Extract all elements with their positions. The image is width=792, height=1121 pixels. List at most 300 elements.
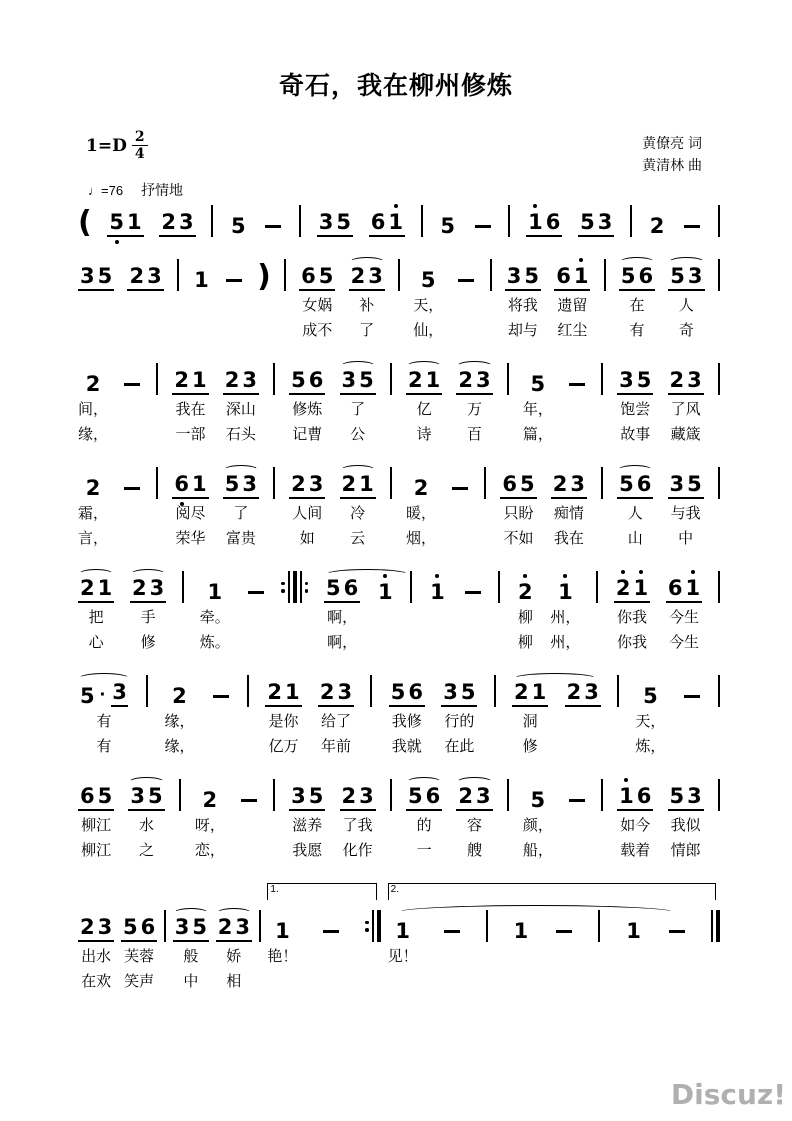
note-digit: 5 (97, 784, 113, 808)
dash-stroke (458, 279, 474, 282)
note-digit: 5 (530, 788, 546, 812)
note-row (393, 908, 412, 942)
note-digit: 2 (291, 472, 306, 496)
score (78, 203, 720, 1012)
dash-stroke (226, 279, 242, 282)
note-digit: 3 (130, 784, 145, 808)
octave-dot-high (394, 204, 398, 208)
barline-stroke (596, 571, 598, 603)
volta-label: 1. (270, 884, 279, 895)
note-row (718, 465, 720, 499)
note-group (512, 908, 531, 992)
lyric-line-1: 亿 (416, 402, 432, 418)
octave-dot-low (115, 240, 119, 244)
barline (179, 777, 181, 861)
barline (596, 569, 598, 653)
note-row (624, 908, 643, 942)
lyric-line-1: 容 (466, 818, 482, 834)
note-digit: 1 (425, 368, 441, 392)
barline-stroke (508, 205, 510, 237)
note-digit: 2 (341, 472, 357, 496)
octave-dot-high (624, 778, 628, 782)
beamed-note-cluster (340, 786, 376, 811)
beamed-note-cluster (107, 212, 143, 237)
note-digit: 1 (194, 268, 209, 292)
note-cluster (428, 582, 447, 603)
lyric-line-2: 石头 (225, 427, 256, 443)
note-digit: 5 (619, 472, 634, 496)
dash-stroke (556, 930, 572, 933)
barline-stroke (598, 910, 600, 942)
duration-dash (263, 203, 283, 237)
composer-credit: 黄清林 曲 (642, 157, 702, 174)
barline-stroke (617, 675, 619, 707)
note-row (718, 673, 720, 707)
lyric-line-1: 呀， (194, 818, 225, 834)
lyric-line-1: 芙蓉 (124, 949, 155, 965)
slur-arc (349, 257, 385, 268)
lyric-line-1: 是你 (268, 714, 299, 730)
note-row (173, 908, 209, 942)
lyric-line-1: 了 (233, 506, 249, 522)
octave-dot-high (533, 204, 537, 208)
note-row (508, 203, 510, 237)
lyric-line-2: 你我 (617, 635, 648, 651)
lyric-line-1: 你我 (617, 610, 648, 626)
note-row (556, 569, 575, 603)
note-row (668, 465, 704, 499)
volta-1-ending (267, 884, 381, 992)
music-system (78, 203, 720, 240)
note-group (107, 203, 143, 237)
note-digit: 5 (580, 210, 595, 234)
lyric-line-1: 补 (359, 298, 375, 314)
slur-arc (619, 257, 655, 268)
note-digit: 3 (308, 472, 324, 496)
lyric-line-1: 牵。 (199, 610, 230, 626)
lyric-line-2: 烟， (406, 531, 437, 547)
beamed-note-cluster (128, 786, 164, 811)
octave-dot-low (180, 502, 184, 506)
note-digit: 3 (112, 680, 127, 704)
note-digit: 3 (669, 472, 685, 496)
note-group (159, 203, 195, 237)
note-row (682, 673, 702, 707)
note-row (156, 465, 158, 499)
note-row (284, 257, 286, 291)
barline-stroke (601, 467, 603, 499)
slur-arc (128, 777, 164, 788)
note-group (349, 257, 385, 341)
barline-stroke (259, 910, 261, 942)
lyric-line-2: 中 (183, 974, 199, 990)
note-row (456, 777, 492, 811)
slur-arc (406, 777, 442, 788)
note-group (428, 569, 447, 653)
note-row (617, 361, 653, 395)
note-row (507, 361, 509, 395)
lyric-line-2: 如 (299, 531, 315, 547)
note-digit: 3 (597, 210, 613, 234)
beamed-note-cluster (389, 682, 425, 707)
note-row (421, 203, 423, 237)
lyric-line-2: 富贵 (225, 531, 256, 547)
key-tonic: 1=D (86, 135, 127, 156)
note-digit: 3 (475, 784, 491, 808)
slur-arc (325, 569, 409, 580)
note-digit: 5 (97, 264, 113, 288)
slur-arc (223, 465, 259, 476)
note-digit: 2 (458, 368, 473, 392)
note-row (182, 569, 184, 603)
slur-arc (406, 361, 442, 372)
music-system (78, 361, 720, 445)
parenthesis: ) (257, 259, 271, 294)
lyric-line-1: 阅尽 (175, 506, 206, 522)
barline-stroke (398, 259, 400, 291)
dash-stroke (452, 487, 468, 490)
note-row (246, 569, 266, 603)
duration-dash (567, 777, 587, 861)
note-row (273, 361, 275, 395)
note-digit: 5 (224, 472, 240, 496)
barline (390, 361, 392, 445)
note-digit: 1 (191, 368, 207, 392)
note-row (617, 777, 653, 811)
dash-stroke (684, 225, 700, 228)
barline (486, 908, 488, 992)
note-row (567, 777, 587, 811)
lyric-line-2: 言， (78, 531, 109, 547)
note-digit: 3 (475, 368, 491, 392)
barline-thick (377, 910, 381, 942)
note-group (195, 777, 225, 861)
note-digit: 5 (359, 368, 374, 392)
note-row (281, 569, 308, 603)
slur-arc (78, 673, 130, 684)
beamed-note-cluster (121, 917, 157, 942)
beamed-note-cluster (78, 917, 114, 942)
slur-arc (78, 569, 114, 580)
note-digit: 2 (161, 210, 176, 234)
lyric-line-1: 万 (466, 402, 482, 418)
lyric-line-1: 的 (416, 818, 432, 834)
note-row (299, 257, 335, 291)
repeat-dot (281, 582, 285, 586)
octave-dot-high (691, 570, 695, 574)
note-row (490, 257, 492, 291)
barline-thick (293, 571, 297, 603)
note-group (289, 361, 325, 445)
note-group (267, 908, 297, 992)
note-group (413, 257, 443, 341)
slur-arc (216, 908, 252, 919)
barline-stroke (601, 363, 603, 395)
lyric-line-1: 人间 (292, 506, 323, 522)
beamed-note-cluster (668, 474, 704, 499)
note-group (635, 673, 665, 757)
note-row (456, 257, 476, 291)
dash-stroke (213, 695, 229, 698)
note-digit: 5 (636, 368, 652, 392)
lyric-line-2: 荣华 (175, 531, 206, 547)
lyric-line-1: 州， (550, 610, 581, 626)
lyric-line-1: 我在 (175, 402, 206, 418)
barline (718, 203, 720, 237)
barline-stroke (182, 571, 184, 603)
note-row (473, 203, 493, 237)
note-cluster (438, 216, 457, 237)
note-digit: 3 (619, 368, 634, 392)
lyric-line-1: 见！ (387, 949, 418, 965)
note-group (668, 777, 704, 861)
note-cluster (376, 582, 395, 603)
repeat-dot (305, 589, 309, 593)
note-group (78, 777, 114, 861)
note-group (78, 465, 108, 549)
note-group (668, 361, 704, 445)
barline-stroke (273, 363, 275, 395)
beamed-note-cluster (526, 212, 562, 237)
volta-bracket (267, 883, 377, 900)
lyric-line-1: 冷 (350, 506, 366, 522)
note-group (265, 673, 301, 757)
note-row (614, 569, 650, 603)
note-cluster (641, 686, 660, 707)
note-digit: 2 (552, 472, 568, 496)
dotted-note-group (78, 673, 130, 757)
note-row (224, 257, 244, 291)
lyric-line-2: 缘， (164, 739, 195, 755)
barline-stroke (718, 467, 720, 499)
note-row (390, 361, 392, 395)
note-digit: 3 (318, 210, 334, 234)
metronome-mark: ♩=76 (88, 183, 124, 198)
note-row (390, 777, 392, 811)
note-row (494, 673, 496, 707)
note-row (177, 257, 179, 291)
lyric-line-1: 如今 (620, 818, 651, 834)
volta-label: 2. (390, 884, 399, 895)
note-row (299, 203, 301, 237)
note-group (289, 465, 325, 549)
note-cluster (516, 582, 535, 603)
note-row (438, 203, 457, 237)
note-digit: 1 (558, 582, 573, 603)
note-group (617, 777, 653, 861)
barline (390, 777, 392, 861)
note-digit: 2 (202, 788, 218, 812)
note-cluster (201, 790, 220, 811)
barline (718, 569, 720, 653)
beamed-note-cluster (289, 474, 325, 499)
note-digit: 5 (109, 212, 124, 233)
note-digit: 2 (514, 680, 529, 704)
duration-dash (473, 203, 493, 237)
note-group (550, 569, 580, 653)
note-cluster (273, 921, 292, 942)
barline (156, 465, 158, 549)
note-digit: 3 (584, 680, 599, 704)
note-digit: 3 (341, 368, 357, 392)
note-digit: 3 (687, 368, 702, 392)
lyric-line-2: 艘 (466, 843, 482, 859)
barline-stroke (507, 363, 509, 395)
note-row (516, 569, 535, 603)
octave-dot-high (435, 574, 439, 578)
note-row (78, 777, 114, 811)
note-cluster (419, 270, 438, 291)
note-digit: 6 (80, 784, 95, 808)
beamed-note-cluster (111, 682, 128, 707)
augmentation-dot: · (99, 684, 107, 706)
note-digit: 6 (556, 264, 571, 288)
lyric-line-1: 天， (635, 714, 666, 730)
note-row (554, 257, 590, 291)
note-group (617, 465, 653, 549)
lyric-line-1: 间， (78, 402, 109, 418)
note-row (529, 777, 548, 811)
lyric-line-2: 州， (550, 635, 581, 651)
octave-dot-high (383, 574, 387, 578)
note-row (512, 673, 548, 707)
note-group (192, 257, 211, 341)
note-digit: 2 (80, 915, 95, 939)
lyric-line-1: 天， (413, 298, 444, 314)
lyric-line-2: 情郎 (670, 843, 701, 859)
lyric-line-2: 有 (96, 739, 112, 755)
note-digit: 2 (669, 368, 685, 392)
note-digit: 1 (388, 212, 403, 233)
duration-dash (450, 465, 470, 549)
barline (370, 673, 372, 757)
note-digit: 3 (443, 680, 458, 704)
beamed-note-cluster (456, 786, 492, 811)
note-row (369, 203, 405, 237)
note-digit: 3 (291, 784, 306, 808)
note-row (205, 569, 224, 603)
barline-stroke (211, 205, 213, 237)
note-row (598, 908, 600, 942)
octave-dot-high (639, 570, 643, 574)
barline-stroke (177, 259, 179, 291)
barline (421, 203, 423, 237)
lyric-line-1: 了风 (670, 402, 701, 418)
barline (507, 361, 509, 445)
note-row (172, 361, 208, 395)
note-digit: 5 (80, 684, 95, 708)
note-digit: 5 (147, 784, 163, 808)
lyric-line-2: 炼， (635, 739, 666, 755)
note-group (438, 203, 457, 237)
barline (601, 465, 603, 549)
barline (211, 203, 213, 237)
note-digit: 2 (649, 214, 665, 238)
note-row (617, 465, 653, 499)
slur-arc (668, 257, 704, 268)
note-row (441, 673, 477, 707)
note-row (398, 257, 400, 291)
lyric-line-2: 亿万 (268, 739, 299, 755)
note-group (172, 465, 208, 549)
barline-stroke (288, 571, 290, 603)
note-row (507, 777, 509, 811)
note-digit: 5 (408, 784, 423, 808)
slur-arc (340, 361, 376, 372)
lyric-line-2: 之 (138, 843, 154, 859)
lyric-line-1: 遗留 (557, 298, 588, 314)
beamed-note-cluster (406, 786, 442, 811)
duration-dash (682, 673, 702, 757)
note-digit: 1 (531, 680, 547, 704)
note-digit: 5 (231, 214, 246, 238)
lyric-line-2: 柳江 (81, 843, 112, 859)
note-digit: 2 (458, 784, 473, 808)
note-row (648, 203, 667, 237)
song-title: 奇石，我在柳州修炼 (278, 72, 513, 100)
barline (598, 908, 600, 992)
beamed-note-cluster (318, 682, 354, 707)
note-digit: 1 (207, 580, 223, 604)
note-row (718, 777, 720, 811)
note-group (78, 908, 114, 992)
duration-dash (667, 908, 687, 992)
note-row (526, 203, 562, 237)
barline (718, 673, 720, 757)
note-row (718, 361, 720, 395)
note-group (500, 465, 536, 549)
lyric-line-2: 在此 (444, 739, 475, 755)
note-row (289, 465, 325, 499)
note-row (78, 257, 114, 291)
note-row (682, 203, 702, 237)
barline (601, 777, 603, 861)
lyric-line-2: 藏箴 (670, 427, 701, 443)
note-digit: 2 (217, 915, 233, 939)
note-digit: 1 (127, 210, 142, 234)
lyric-line-1: 年， (522, 402, 553, 418)
note-digit: 5 (670, 264, 685, 288)
barline-stroke (299, 205, 301, 237)
note-row (456, 361, 492, 395)
beamed-note-cluster (78, 786, 114, 811)
barline-stroke (630, 205, 632, 237)
dash-stroke (669, 930, 685, 933)
octave-dot-high (579, 258, 583, 262)
lyric-line-1: 把 (88, 610, 104, 626)
beamed-note-cluster (441, 682, 477, 707)
repeat-dot (281, 589, 285, 593)
note-row (390, 465, 392, 499)
note-group (318, 673, 354, 757)
lyric-line-1: 深山 (225, 402, 256, 418)
barline-stroke (370, 675, 372, 707)
barline (146, 673, 148, 757)
key-signature (86, 130, 148, 161)
slur-arc (130, 569, 166, 580)
dash-stroke (241, 799, 257, 802)
parenthesis: ( (78, 205, 92, 240)
note-digit: 1 (275, 919, 290, 943)
note-row (512, 908, 531, 942)
note-digit: 5 (122, 915, 138, 939)
note-group (164, 673, 194, 757)
lyric-line-1: 在 (629, 298, 645, 314)
note-group (229, 203, 248, 237)
beamed-note-cluster (216, 917, 252, 942)
duration-dash (456, 257, 476, 341)
note-cluster (648, 216, 667, 237)
